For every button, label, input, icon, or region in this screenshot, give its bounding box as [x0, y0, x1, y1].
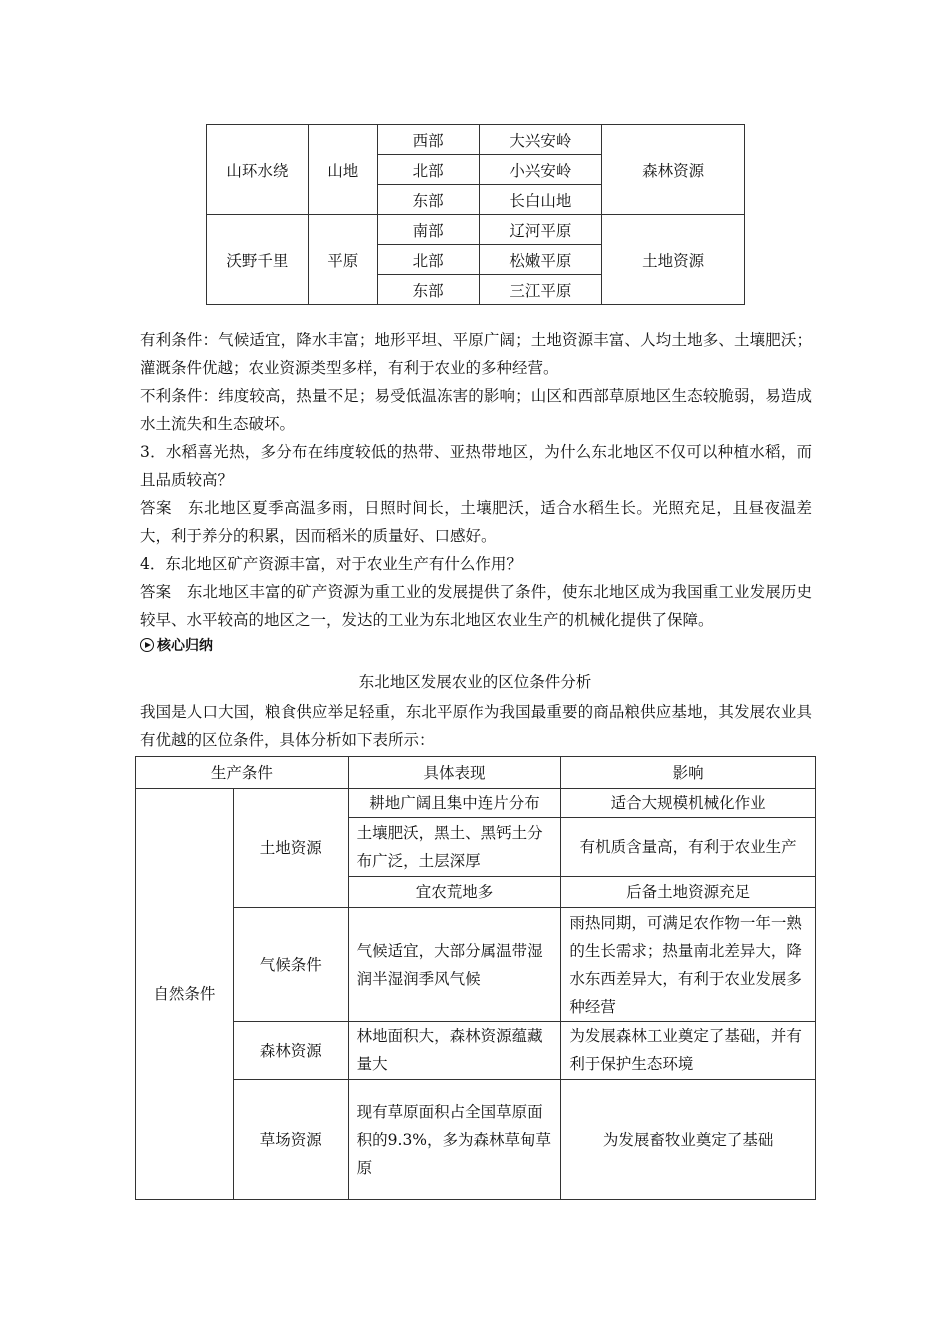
landform-name-cell: 小兴安岭: [479, 155, 602, 185]
question-4: 4．东北地区矿产资源丰富，对于农业生产有什么作用？: [140, 555, 522, 573]
landform-name-cell: 松嫩平原: [479, 245, 602, 275]
landform-name-cell: 长白山地: [479, 185, 602, 215]
direction-cell: 东部: [377, 185, 479, 215]
direction-cell: 北部: [377, 245, 479, 275]
grassland-label: 草场资源: [233, 1080, 348, 1200]
direction-cell: 北部: [377, 155, 479, 185]
landform-type-cell: 平原: [308, 215, 377, 305]
group-cell: 沃野千里: [207, 215, 309, 305]
land-resource-label: 土地资源: [233, 789, 348, 908]
direction-cell: 西部: [377, 125, 479, 155]
detail-cell: 气候适宜，大部分属温带湿润半湿润季风气候: [348, 908, 561, 1022]
question-3: 3．水稻喜光热，多分布在纬度较低的热带、亚热带地区，为什么东北地区不仅可以种植水稻，而且品质较高？: [140, 443, 812, 489]
landform-name-cell: 大兴安岭: [479, 125, 602, 155]
section-tag: [140, 635, 213, 655]
answer-3: 答案 东北地区夏季高温多雨，日照时间长，土壤肥沃，适合水稻生长。光照充足，且昼夜温差大，利于养分的积累，因而稻米的质量好、口感好。: [140, 499, 812, 545]
header-details: 具体表现: [348, 757, 561, 789]
section-title: 东北地区发展农业的区位条件分析: [358, 673, 592, 691]
effect-cell: 雨热同期，可满足农作物一年一熟的生长需求；热量南北差异大，降水东西差异大，有利于农业发展多种经营: [561, 908, 816, 1022]
resource-cell: 森林资源: [602, 125, 745, 215]
forest-label: 森林资源: [233, 1022, 348, 1080]
category-cell: 自然条件: [136, 789, 234, 1200]
location-conditions-table: [135, 756, 816, 1200]
landform-type-cell: 山地: [308, 125, 377, 215]
intro-paragraph: 我国是人口大国，粮食供应举足轻重，东北平原作为我国最重要的商品粮供应基地，其发展农业具有优越的区位条件，具体分析如下表所示：: [140, 703, 812, 749]
effect-cell: 后备土地资源充足: [561, 877, 816, 908]
direction-cell: 东部: [377, 275, 479, 305]
play-circle-icon: [140, 638, 154, 652]
resource-cell: 土地资源: [602, 215, 745, 305]
detail-cell: 耕地广阔且集中连片分布: [348, 789, 561, 818]
landform-name-cell: 三江平原: [479, 275, 602, 305]
landform-name-cell: 辽河平原: [479, 215, 602, 245]
answer-4: 答案 东北地区丰富的矿产资源为重工业的发展提供了条件，使东北地区成为我国重工业发展历史较早、水平较高的地区之一，发达的工业为东北地区农业生产的机械化提供了保障。: [140, 583, 812, 629]
detail-cell: 现有草原面积占全国草原面积的9.3%，多为森林草甸草原: [348, 1080, 561, 1200]
unfavorable-conditions: 不利条件：纬度较高，热量不足；易受低温冻害的影响；山区和西部草原地区生态较脆弱，易造成水土流失和生态破坏。: [140, 387, 812, 433]
header-conditions: 生产条件: [136, 757, 349, 789]
climate-label: 气候条件: [233, 908, 348, 1022]
effect-cell: 有机质含量高，有利于农业生产: [561, 818, 816, 877]
landform-resource-table: [206, 124, 745, 305]
direction-cell: 南部: [377, 215, 479, 245]
effect-cell: 为发展森林工业奠定了基础，并有利于保护生态环境: [561, 1022, 816, 1080]
detail-cell: 宜农荒地多: [348, 877, 561, 908]
header-effect: 影响: [561, 757, 816, 789]
detail-cell: 林地面积大，森林资源蕴藏量大: [348, 1022, 561, 1080]
effect-cell: 适合大规模机械化作业: [561, 789, 816, 818]
group-cell: 山环水绕: [207, 125, 309, 215]
detail-cell: 土壤肥沃，黑土、黑钙土分布广泛，土层深厚: [348, 818, 561, 877]
favorable-conditions: 有利条件：气候适宜，降水丰富；地形平坦、平原广阔；土地资源丰富、人均土地多、土壤肥沃；灌溉条件优越；农业资源类型多样，有利于农业的多种经营。: [140, 331, 812, 377]
section-tag-label: 核心归纳: [157, 638, 213, 654]
effect-cell: 为发展畜牧业奠定了基础: [561, 1080, 816, 1200]
